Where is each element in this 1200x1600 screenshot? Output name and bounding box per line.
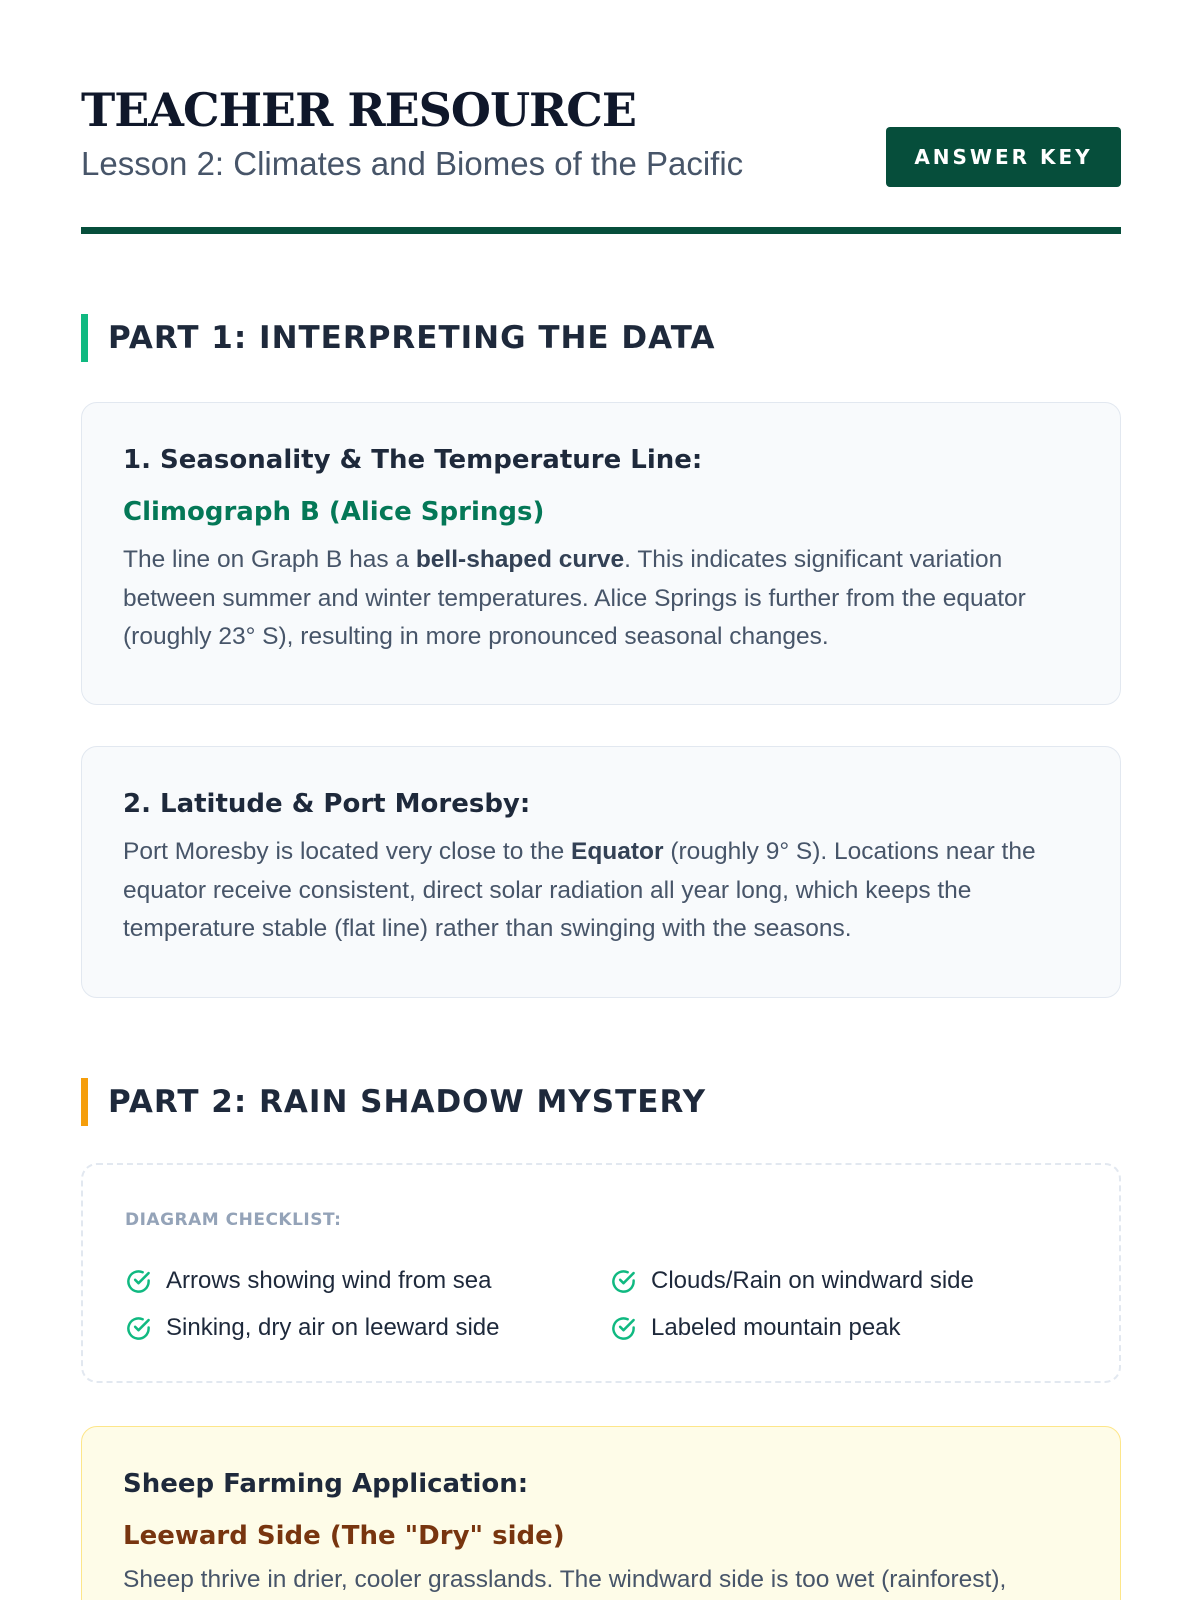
sheep-farming-title: Sheep Farming Application: <box>123 1469 529 1499</box>
question-2-explanation <box>123 833 1079 949</box>
part1-accent-bar <box>81 314 88 362</box>
checklist-item-label: Clouds/Rain on windward side <box>651 1267 974 1294</box>
page-subtitle: Lesson 2: Climates and Biomes of the Pacific <box>81 145 744 182</box>
part1-title: PART 1: INTERPRETING THE DATA <box>108 320 716 356</box>
part2-accent-bar <box>81 1078 88 1126</box>
question-1-explanation <box>123 541 1079 657</box>
question-1-card <box>81 402 1121 705</box>
checklist-item <box>125 1265 491 1297</box>
sheep-farming-card <box>81 1426 1121 1600</box>
checklist-item-label: Sinking, dry air on leeward side <box>166 1314 500 1341</box>
checklist-item <box>610 1312 901 1344</box>
check-circle-icon <box>125 1268 152 1295</box>
question-1-text-end: . This indicates significant variation between summer and winter temperatures. Alice Springs is further from the equator (roughly 23° S), resulting in more pronounced seasonal changes. <box>123 546 1026 650</box>
question-2-bold-term: Equator <box>571 838 664 865</box>
check-circle-icon <box>610 1315 637 1342</box>
answer-key-badge: ANSWER KEY <box>886 127 1121 187</box>
checklist-item-label: Arrows showing wind from sea <box>166 1267 492 1294</box>
check-circle-icon <box>125 1315 152 1342</box>
checklist-item-label: Labeled mountain peak <box>651 1314 901 1341</box>
part2-title: PART 2: RAIN SHADOW MYSTERY <box>108 1084 707 1120</box>
question-2-text-start: Port Moresby is located very close to the <box>123 838 571 865</box>
page-title: TEACHER RESOURCE <box>81 83 636 137</box>
sheep-farming-explanation: Sheep thrive in drier, cooler grasslands. The windward side is too wet (rainforest), <box>123 1566 1007 1593</box>
question-1-answer: Climograph B (Alice Springs) <box>123 497 545 527</box>
question-1-title: 1. Seasonality & The Temperature Line: <box>123 445 703 475</box>
sheep-farming-answer: Leeward Side (The "Dry" side) <box>123 1521 565 1551</box>
part1-heading <box>81 314 1121 362</box>
question-2-card <box>81 746 1121 998</box>
question-1-bold-term: bell-shaped curve <box>415 546 625 573</box>
question-2-text-end: (roughly 9° S). Locations near the equator receive consistent, direct solar radiation all year long, which keeps the temperature stable (flat line) rather than swinging with the seasons. <box>123 838 1036 942</box>
question-1-text-start: The line on Graph B has a <box>123 546 416 573</box>
diagram-checklist <box>81 1163 1121 1383</box>
question-2-title: 2. Latitude & Port Moresby: <box>123 789 531 819</box>
check-circle-icon <box>610 1268 637 1295</box>
checklist-item <box>125 1312 500 1344</box>
header-divider <box>81 227 1121 234</box>
checklist-label: DIAGRAM CHECKLIST: <box>125 1210 342 1230</box>
checklist-item <box>610 1265 974 1297</box>
part2-heading <box>81 1078 1121 1126</box>
